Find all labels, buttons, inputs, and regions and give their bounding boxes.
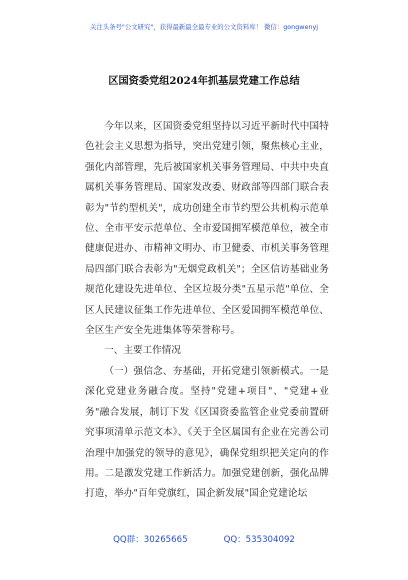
- intro-paragraph: 今年以来，区国资委党组坚持以习近平新时代中国特色社会主义思想为指导，突出党建引领，聚焦核心主业，强化内部管理，先后被国家机关事务管理局、中共中央直属机关事务管理局、国家发改委、财政部等四部门联合表彰为"节约型机关"，成功创建全市节约型公共机构示范单位、全市平安示范单位、全市爱国拥军模范单位，被全市健康促进办、市精神文明办、市卫健委、市机关事务管理局四部门联合表彰为"无烟党政机关"；全区信访基础业务规范化建设先进单位、全区垃圾分类"五星示范"单位、全区人民建议征集工作先进单位、全区爱国拥军模范单位、全区生产安全先进集体等荣誉称号。: [85, 121, 329, 337]
- document-body: [85, 117, 329, 505]
- footer-contact: [0, 533, 408, 545]
- qq-group-text: QQ群：30265665: [113, 535, 188, 545]
- work-item-paragraph: （一）强信念、夯基础，开拓党建引领新模式。一是深化党建业务融合度。坚持"党建+项目"、"党建+业务"融合发展，制订下发《区国资委监管企业党委前置研究事项清单示范文本》、《关于全区属国有企业在完善公司治理中加强党的领导的意见》，确保党组织把关定向的作用。二是激发党建工作新活力。加强党建创新，强化品牌打造，举办"百年党旗红，国企新发展"国企党建论坛: [85, 365, 329, 500]
- qq-number-text: QQ：535304092: [223, 535, 295, 545]
- document-title: 区国资委党组2024年抓基层党建工作总结: [108, 75, 300, 87]
- top-banner: 关注头条号"公文研究"，获得最新最全最专业的公文资料库！ 微信：gongwenyj: [89, 23, 319, 31]
- section-heading: 一、主要工作情况: [104, 345, 181, 357]
